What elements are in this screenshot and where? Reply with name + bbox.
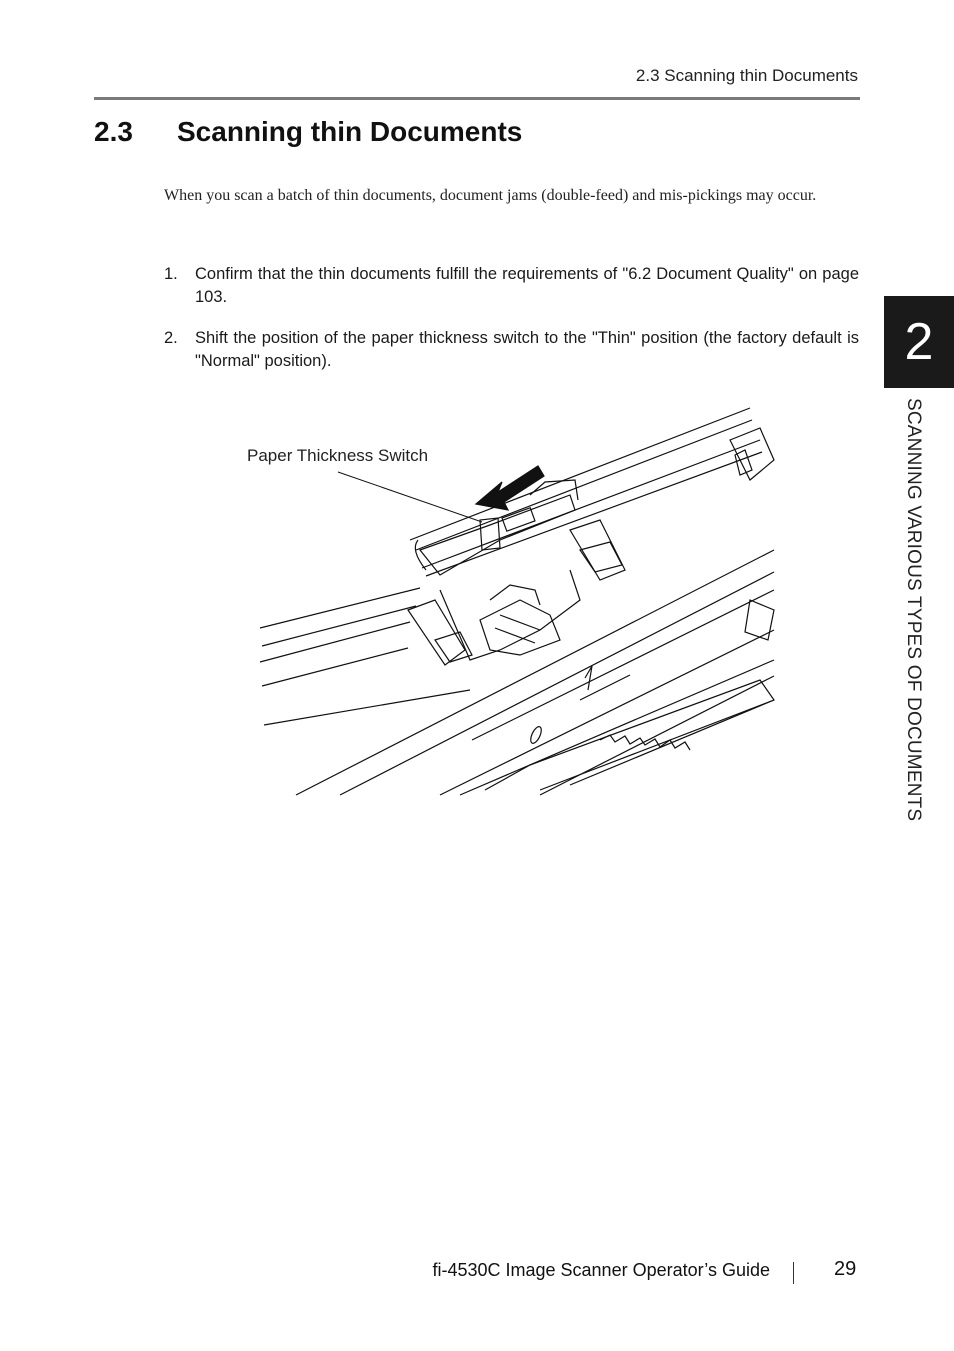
section-number: 2.3 [94, 116, 133, 147]
step-text: Confirm that the thin documents fulfill the requirements of "6.2 Document Quality" on page 103. [195, 265, 859, 306]
chapter-side-title: SCANNING VARIOUS TYPES OF DOCUMENTS [903, 398, 924, 822]
step-item [164, 263, 859, 309]
step-number: 2. [164, 329, 178, 347]
header-rule [94, 97, 860, 100]
step-number: 1. [164, 265, 178, 283]
footer-title: fi-4530C Image Scanner Operator’s Guide [432, 1260, 770, 1280]
footer-divider [793, 1262, 794, 1284]
chapter-tab: 2 [884, 296, 954, 388]
step-list [164, 263, 859, 391]
section-title-text: Scanning thin Documents [177, 116, 523, 147]
step-text: Shift the position of the paper thickness switch to the "Thin" position (the factory default is "Normal" position). [195, 329, 859, 370]
running-header: 2.3 Scanning thin Documents [635, 66, 858, 85]
section-title [94, 116, 522, 148]
intro-paragraph: When you scan a batch of thin documents, document jams (double-feed) and mis-pickings may occur. [164, 187, 817, 204]
step-item [164, 327, 859, 373]
paper-thickness-switch-label: Paper Thickness Switch [247, 446, 429, 465]
page-number: 29 [834, 1258, 857, 1280]
